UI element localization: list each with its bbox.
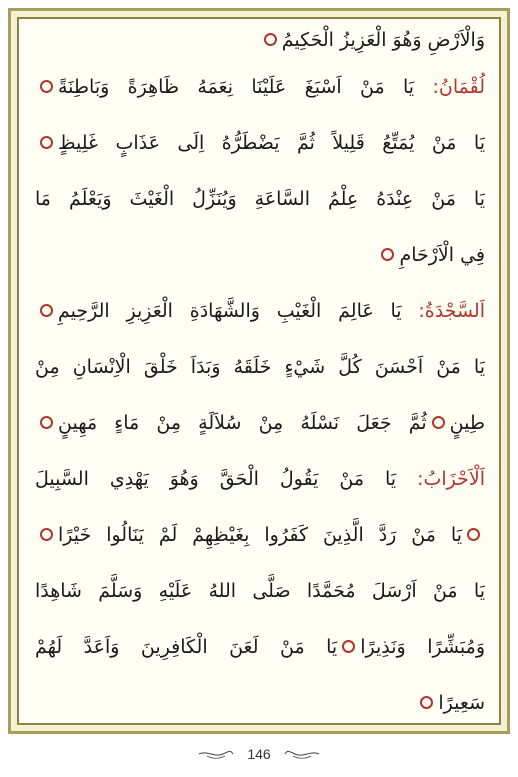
sura-name: اَلْاَحْزَابُ: xyxy=(417,468,485,490)
page-frame-mid xyxy=(11,11,507,731)
invocation-text: ثُمَّ جَعَلَ نَسْلَهُ مِنْ سُلاَلَةٍ مِنْ مَاءٍ مَهِينٍ xyxy=(58,412,427,434)
text-line xyxy=(35,339,485,395)
text-line xyxy=(35,563,485,619)
invocation-text: سَعِيرًا xyxy=(438,692,485,714)
text-line xyxy=(35,675,485,731)
text-line xyxy=(35,283,485,339)
invocation-text: يَا مَنْ عِنْدَهُ عِلْمُ السَّاعَةِ وَيُنَزِّلُ الْغَيْثَ وَيَعْلَمُ مَا xyxy=(35,188,485,210)
page-content xyxy=(19,19,499,723)
invocation-text: وَمُبَشِّرًا وَنَذِيرًا xyxy=(360,636,485,658)
invocation-text: يَا مَنْ اَحْسَنَ كُلَّ شَيْءٍ خَلَقَهُ وَبَدَاَ خَلْقَ الْاِنْسَانِ مِنْ xyxy=(35,356,485,378)
verse-separator-icon xyxy=(40,80,53,93)
text-line xyxy=(35,115,485,171)
right-ornament-icon xyxy=(283,748,321,760)
verse-separator-icon xyxy=(264,33,277,46)
verse-separator-icon xyxy=(381,248,394,261)
text-line xyxy=(35,507,485,563)
invocation-text: يَا مَنْ رَدَّ الَّذِينَ كَفَرُوا بِغَيْظِهِمْ لَمْ يَنَالُوا خَيْرًا xyxy=(58,524,462,546)
text-line xyxy=(35,395,485,451)
invocation-text: يَا عَالِمَ الْغَيْبِ وَالشَّهَادَةِ الْعَزِيزِ الرَّحِيمِ xyxy=(58,300,402,322)
page-frame-outer xyxy=(8,8,510,734)
left-ornament-icon xyxy=(197,748,235,760)
invocation-text: طِينٍ xyxy=(449,412,485,434)
page-frame-inner xyxy=(17,17,501,725)
invocation-text: وَالْاَرْضِ وَهُوَ الْعَزِيزُ الْحَكِيمُ xyxy=(281,29,485,51)
text-line xyxy=(35,171,485,227)
verse-separator-icon xyxy=(342,640,355,653)
verse-separator-icon xyxy=(40,416,53,429)
text-line xyxy=(35,19,485,59)
sura-name: لُقْمَانُ: xyxy=(432,76,485,98)
verse-separator-icon xyxy=(40,528,53,541)
sura-name: اَلسَّجْدَةُ: xyxy=(418,300,485,322)
verse-separator-icon xyxy=(40,136,53,149)
text-line xyxy=(35,59,485,115)
invocation-text: يَا مَنْ يُمَتِّعُ قَلِيلاً ثُمَّ يَضْطَرُّهُ اِلَى عَذَابٍ غَلِيظٍ xyxy=(58,132,485,154)
invocation-text: يَا مَنْ يَقُولُ الْحَقَّ وَهُوَ يَهْدِي السَّبِيلَ xyxy=(35,468,397,490)
page-number: 146 xyxy=(247,746,271,763)
invocation-text: يَا مَنْ لَعَنَ الْكَافِرِينَ وَاَعَدَّ لَهُمْ xyxy=(35,636,338,658)
text-lines xyxy=(19,19,499,723)
invocation-text: فِي الْاَرْحَامِ xyxy=(399,244,485,266)
invocation-text: يَا مَنْ اَسْبَغَ عَلَيْنَا نِعَمَهُ ظَاهِرَةً وَبَاطِنَةً xyxy=(58,76,415,98)
page-footer xyxy=(0,745,518,769)
text-line xyxy=(35,227,485,283)
verse-separator-icon xyxy=(420,696,433,709)
invocation-text: يَا مَنْ اَرْسَلَ مُحَمَّدًا صَلَّى اللهُ عَلَيْهِ وَسَلَّمَ شَاهِدًا xyxy=(35,580,485,602)
verse-separator-icon xyxy=(432,416,445,429)
verse-separator-icon xyxy=(467,528,480,541)
verse-separator-icon xyxy=(40,304,53,317)
text-line xyxy=(35,619,485,675)
text-line xyxy=(35,451,485,507)
